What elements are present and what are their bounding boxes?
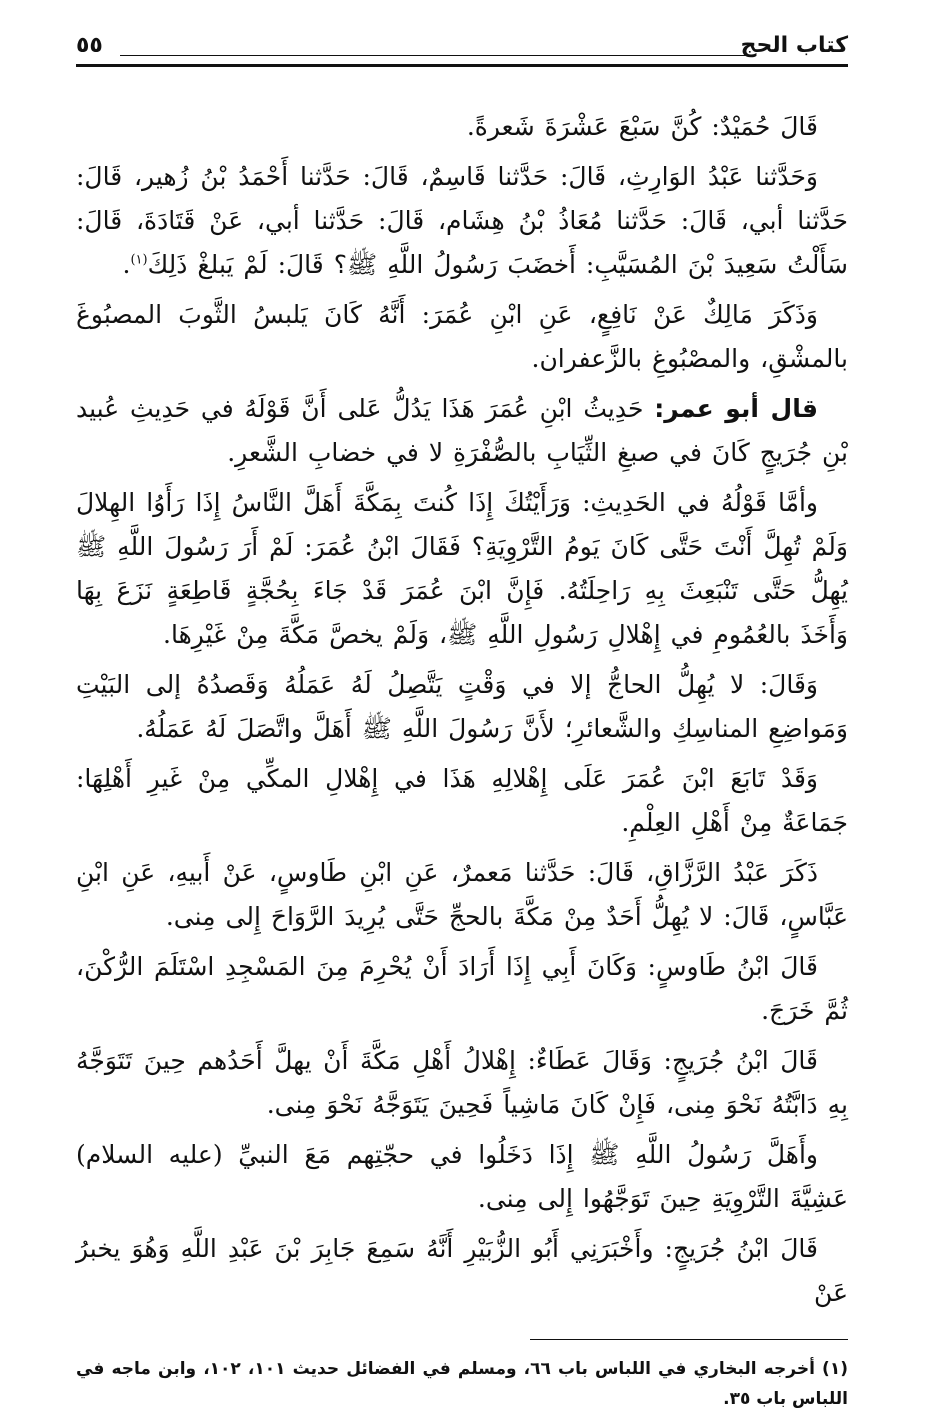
running-header bbox=[76, 20, 848, 64]
paragraph bbox=[76, 1227, 848, 1315]
paragraph bbox=[76, 387, 848, 475]
paragraph-text: وَحَدَّثنا عَبْدُ الوَارِثِ، قَالَ: حَدَّثنا قَاسِمٌ، قَالَ: حَدَّثنا أَحْمَدُ بْنُ زُهير، قَالَ: حَدَّثنا أبي، قَالَ: حَدَّثنا مُعَاذُ بْنُ هِشَام، قَالَ: حَدَّثنا أبي، عَنْ قَتَادَةَ، قَالَ: سَأَلْتُ سَعِيدَ بْنَ المُسَيَّبِ: أَخضَبَ رَسُولُ اللَّهِ ﷺ؟ قَالَ: لَمْ يَبلغْ ذَلِكَ bbox=[76, 162, 848, 279]
footnote-reference: (١) bbox=[130, 252, 148, 268]
paragraph-text: وأَهَلَّ رَسُولُ اللَّهِ ﷺ إِذَا دَخَلُوا في حجّتِهم مَعَ النبيِّ (عليه السلام) عَشِيَّةَ التَّرْوِيَةِ حِينَ تَوَجَّهُوا إِلى مِنى. bbox=[76, 1140, 848, 1213]
paragraph bbox=[76, 851, 848, 939]
footnote: (١) أخرجه البخاري في اللباس باب ٦٦، ومسلم في الفضائل حديث ١٠١، ١٠٢، وابن ماجه في اللباس باب ٣٥. bbox=[76, 1359, 848, 1409]
paragraph bbox=[76, 1133, 848, 1221]
paragraph-text: قَالَ حُمَيْدٌ: كُنَّ سَبْعَ عَشْرَةَ شَعرةً. bbox=[466, 112, 818, 141]
paragraph bbox=[76, 1039, 848, 1127]
chapter-title: كتاب الحج bbox=[740, 33, 848, 58]
paragraph-text: قَالَ ابْنُ جُرَيجٍ: وأَخْبَرَنِي أَبُو الزُّبَيْرِ أَنَّهُ سَمِعَ جَابِرَ بْنَ عَبْدِ اللَّهِ وَهُوَ يخبرُ عَنْ bbox=[76, 1234, 848, 1307]
paragraph-tail: . bbox=[122, 250, 131, 279]
paragraph bbox=[76, 663, 848, 751]
paragraph bbox=[76, 945, 848, 1033]
header-leader-line bbox=[120, 55, 756, 56]
paragraph bbox=[76, 757, 848, 845]
book-page bbox=[76, 20, 848, 1409]
paragraph-text: حَدِيثُ ابْنِ عُمَرَ هَذَا يَدُلُّ عَلى أَنَّ قَوْلَهُ في حَدِيثِ عُبيد بْنِ جُرَيجٍ كَانَ في صبغِ الثِّيَابِ بالصُّفْرَةِ لا في خضابِ الشَّعرِ. bbox=[76, 394, 848, 467]
footnote-separator bbox=[530, 1339, 848, 1340]
page-number: ٥٥ bbox=[76, 33, 103, 58]
paragraph-text: ذَكَرَ عَبْدُ الرَّزَّاقِ، قَالَ: حَدَّثنا مَعمرٌ، عَنِ ابْنِ طَاوسٍ، عَنْ أَبيهِ، عَنِ ابْنِ عَبَّاسٍ، قَالَ: لا يُهِلُّ أَحَدٌ مِنْ مَكَّةَ بالحجِّ حَتَّى يُرِيدَ الرَّوَاحَ إِلى مِنى. bbox=[76, 858, 848, 931]
paragraph-text: وأمَّا قَوْلُهُ في الحَدِيثِ: وَرَأَيْتُكَ إِذَا كُنتَ بِمَكَّةَ أَهَلَّ النَّاسُ إِذَا رَأَوُا الهِلالَ وَلَمْ تُهِلَّ أَنْتَ حَتَّى كَانَ يَومُ التَّرْوِيَةِ؟ فَقَالَ ابْنُ عُمَرَ: لَمْ أَرَ رَسُولَ اللَّهِ ﷺ يُهِلُّ حَتَّى تَنْبَعِثَ بِهِ رَاحِلَتُهُ. فَإِنَّ ابْنَ عُمَرَ قَدْ جَاءَ بِحُجَّةٍ قَاطِعَةٍ نَزَعَ بِهَا وَأَخَذَ بالعُمُومِ في إِهْلالِ رَسُولِ اللَّهِ ﷺ، وَلَمْ يخصَّ مَكَّةَ مِنْ غَيْرِهَا. bbox=[76, 488, 848, 649]
paragraph-text: قَالَ ابْنُ طَاوسٍ: وَكَانَ أَبِي إِذَا أَرَادَ أَنْ يُحْرِمَ مِنَ المَسْجِدِ اسْتَلَمَ الرُّكْنَ، ثُمَّ خَرَجَ. bbox=[76, 952, 848, 1025]
speaker-lead: قال أبو عمر: bbox=[654, 394, 818, 423]
paragraph bbox=[76, 481, 848, 657]
paragraph-text: وَقَالَ: لا يُهِلُّ الحاجُّ إلا في وَقْتٍ يَتَّصِلُ لَهُ عَمَلُهُ وَقَصدُهُ إلى البَيْتِ وَمَواضِعِ المناسِكِ والشَّعائرِ؛ لأَنَّ رَسُولَ اللَّهِ ﷺ أَهَلَّ واتَّصَلَ لَهُ عَمَلُهُ. bbox=[76, 670, 848, 743]
paragraph bbox=[76, 155, 848, 287]
header-rule bbox=[76, 64, 848, 67]
body-text bbox=[76, 105, 848, 1315]
paragraph bbox=[76, 293, 848, 381]
paragraph bbox=[76, 105, 848, 149]
paragraph-text: وَذَكَرَ مَالِكٌ عَنْ نَافِعٍ، عَنِ ابْنِ عُمَرَ: أَنَّهُ كَانَ يَلبسُ الثَّوبَ المصبُوغَ بالمشْقِ، والمصْبُوغِ بالزَّعفران. bbox=[76, 300, 848, 373]
paragraph-text: وَقَدْ تَابَعَ ابْنَ عُمَرَ عَلَى إِهْلالِهِ هَذَا في إِهْلالِ المكِّي مِنْ غَيرِ أَهْلِهَا: جَمَاعَةٌ مِنْ أَهْلِ العِلْمِ. bbox=[76, 764, 848, 837]
paragraph-text: قَالَ ابْنُ جُرَيجٍ: وَقَالَ عَطَاءٌ: إِهْلالُ أَهْلِ مَكَّةَ أَنْ يهلَّ أَحَدُهم حِينَ تَتَوَجَّهُ بِهِ دَابَّتُهُ نَحْوَ مِنى، فَإِنْ كَانَ مَاشِياً فَحِينَ يَتَوَجَّهُ نَحْوَ مِنى. bbox=[76, 1046, 848, 1119]
